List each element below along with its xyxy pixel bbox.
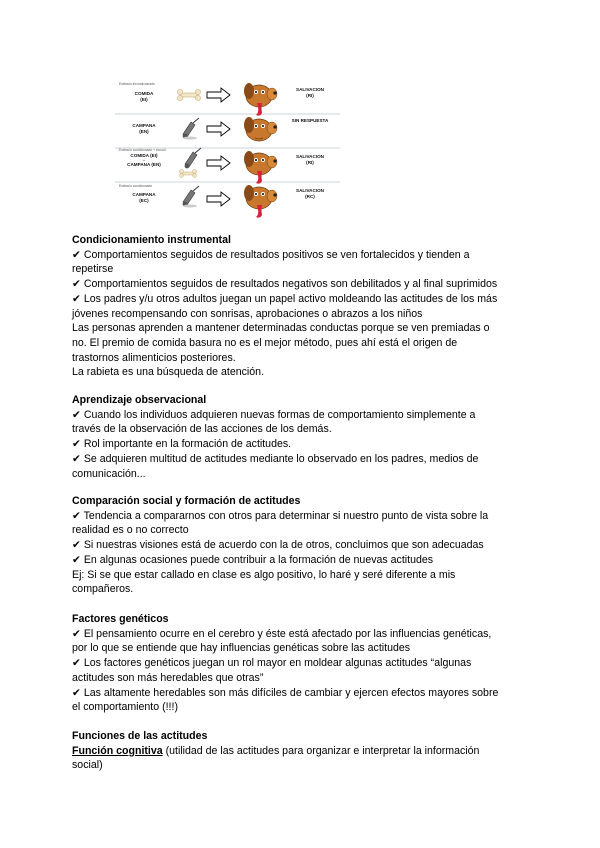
section-aprendizaje <box>72 393 532 481</box>
text-line: ✔ Comportamientos seguidos de resultados positivos se ven fortalecidos y tienden a <box>72 248 470 261</box>
response-label <box>281 154 339 166</box>
stimulus-label <box>119 192 169 204</box>
section-condicionamiento <box>72 233 532 380</box>
response-line: SALIVACION <box>296 87 324 92</box>
bell-icon <box>183 118 199 140</box>
arrow-icon <box>207 88 230 102</box>
text-line: ✔ Tendencia a compararnos con otros para determinar si nuestro punto de vista sobre la <box>72 509 489 522</box>
text-line: trastornos alimenticios posteriores. <box>72 351 236 364</box>
bone-icon <box>177 89 200 100</box>
text-line: ✔ Cuando los individuos adquieren nuevas formas de comportamiento simplemente a <box>72 408 476 421</box>
response-label <box>281 87 339 99</box>
stimulus-line: (EC) <box>139 198 149 203</box>
stimulus-label <box>119 91 169 103</box>
stimulus-line: + <box>143 158 145 162</box>
response-label <box>281 118 339 124</box>
stimulus-label <box>119 153 169 168</box>
text-line: jóvenes recompensando con sonrisas, aprobaciones o abrazos a los niños <box>72 307 423 320</box>
bone-icon <box>180 170 197 178</box>
text-line: comunicación... <box>72 467 146 480</box>
bell-icon <box>183 186 199 208</box>
conditioning-figure <box>115 78 340 218</box>
figure-caption: Estímulo condicionado + incond. <box>119 148 167 152</box>
function-label: Función cognitiva <box>72 744 163 757</box>
section-title: Factores genéticos <box>72 613 169 625</box>
text-line: ✔ Las altamente heredables son más difíciles de cambiar y ejercen efectos mayores sobre <box>72 686 499 699</box>
stimulus-line: COMIDA <box>134 91 154 96</box>
text-line: ✔ Los factores genéticos juegan un rol mayor en moldear algunas actitudes “algunas <box>72 657 472 670</box>
stimulus-line: COMIDA (EI) <box>130 153 158 158</box>
text-line: Ej: Si se que estar callado en clase es algo positivo, lo haré y seré diferente a mis <box>72 568 456 581</box>
text-line: compañeros. <box>72 583 134 596</box>
stimulus-line: CAMPANA (EN) <box>127 162 161 167</box>
text-line: La rabieta es una búsqueda de atención. <box>72 366 265 379</box>
response-label <box>281 188 339 200</box>
stimulus-line: (EN) <box>139 129 149 134</box>
response-line: (RC) <box>305 194 315 199</box>
arrow-icon <box>207 156 230 170</box>
text-line: el comportamiento (!!!) <box>72 701 178 714</box>
response-line: SALIVACION <box>296 154 324 159</box>
dog-neutral-icon <box>244 117 277 141</box>
text-line: no. El premio de comida basura no es el mejor método, pues ahí está el origen de <box>72 336 458 349</box>
arrow-icon <box>207 192 230 206</box>
text-line: ✔ Comportamientos seguidos de resultados negativos son debilitados y al final suprimidos <box>72 278 498 291</box>
function-description: (utilidad de las actitudes para organizar e interpretar la información <box>162 744 480 757</box>
text-line <box>72 744 532 759</box>
figure-caption: Estímulo incondicionado <box>119 82 155 86</box>
section-funciones <box>72 729 532 773</box>
dog-salivating-icon <box>244 83 277 116</box>
stimulus-line: CAMPANA <box>132 192 156 197</box>
text-line: repetirse <box>72 263 114 276</box>
section-title: Funciones de las actitudes <box>72 730 208 742</box>
stimulus-line: CAMPANA <box>132 123 156 128</box>
stimulus-label <box>119 123 169 135</box>
response-line: (RI) <box>306 93 314 98</box>
text-line: ✔ Los padres y/u otros adultos juegan un papel activo moldeando las actitudes de los más <box>72 292 498 305</box>
section-title: Condicionamiento instrumental <box>72 234 231 246</box>
text-line: ✔ Se adquieren multitud de actitudes mediante lo observado en los padres, medios de <box>72 452 479 465</box>
section-title: Aprendizaje observacional <box>72 394 207 406</box>
figure-caption: Estímulo condicionado <box>119 184 153 188</box>
bell-icon <box>185 148 201 168</box>
arrow-icon <box>207 122 230 136</box>
stimulus-line: (EI) <box>140 97 148 102</box>
response-line: SIN RESPUESTA <box>291 118 329 123</box>
text-line: por lo que se entiende que hay influencias genéticas sobre las actitudes <box>72 642 411 655</box>
dog-salivating-icon <box>244 185 277 218</box>
text-line: ✔ Rol importante en la formación de actitudes. <box>72 438 292 451</box>
text-line: actitudes son más heredables que otras” <box>72 671 264 684</box>
section-title: Comparación social y formación de actitudes <box>72 495 301 507</box>
text-line: ✔ Si nuestras visiones está de acuerdo con la de otros, concluimos que son adecuadas <box>72 539 484 552</box>
text-line: través de la observación de las acciones de los demás. <box>72 423 332 436</box>
text-line: realidad es o no correcto <box>72 524 189 537</box>
text-line: ✔ En algunas ocasiones puede contribuir a la formación de nuevas actitudes <box>72 553 434 566</box>
text-line: social) <box>72 759 103 772</box>
section-factores <box>72 612 532 715</box>
section-comparacion <box>72 494 532 597</box>
dog-salivating-icon <box>244 151 277 184</box>
response-line: SALIVACION <box>296 188 324 193</box>
response-line: (RI) <box>306 160 314 165</box>
text-line: Las personas aprenden a mantener determinadas conductas porque se ven premiadas o <box>72 322 490 335</box>
text-line: ✔ El pensamiento ocurre en el cerebro y éste está afectado por las influencias genéticas, <box>72 627 492 640</box>
